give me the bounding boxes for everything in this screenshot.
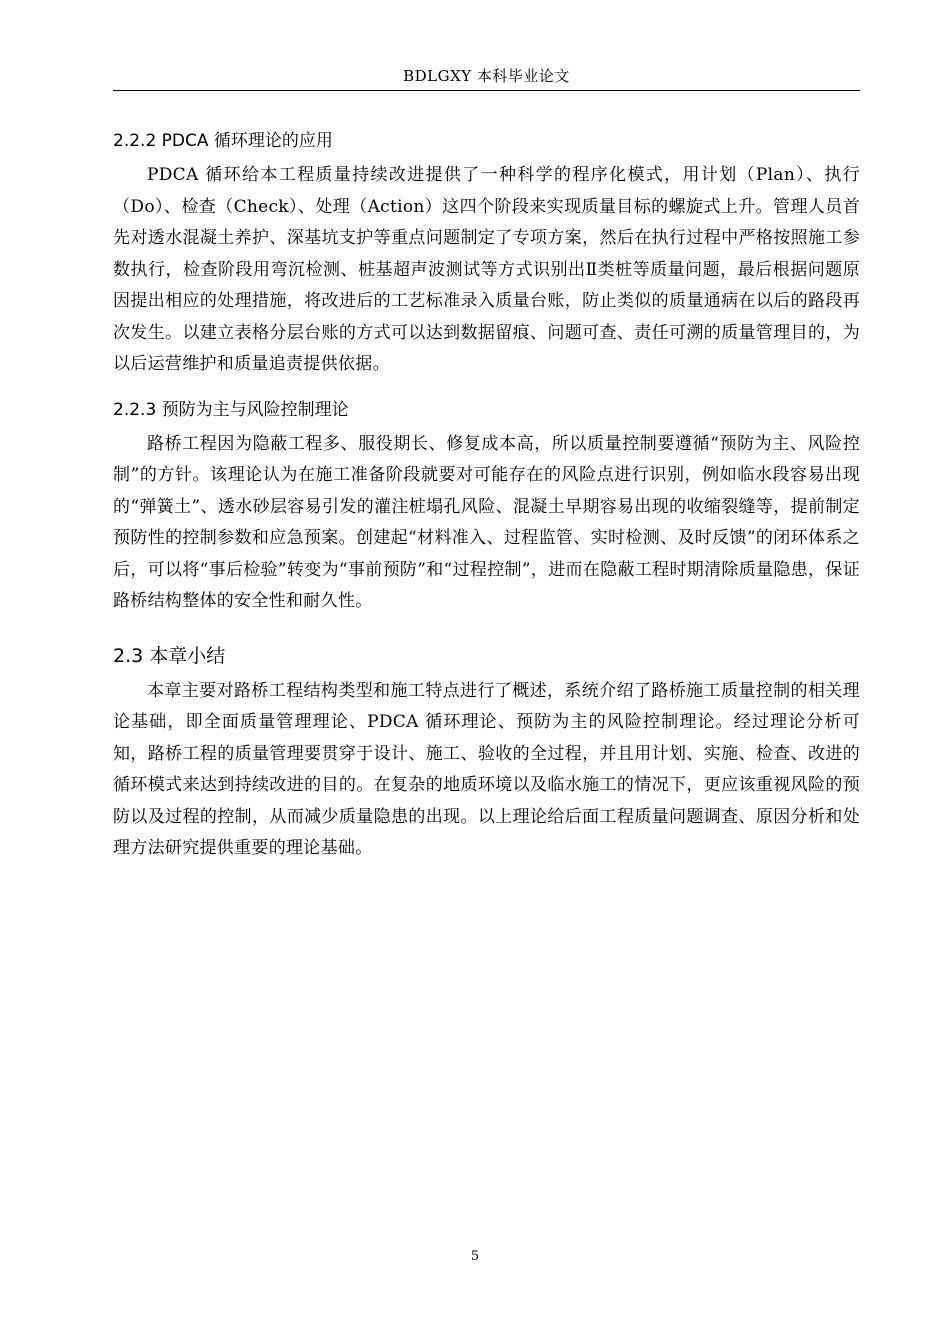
page-number: 5: [470, 1249, 480, 1264]
section-heading-2-2-2: 2.2.2 PDCA 循环理论的应用: [113, 131, 333, 151]
section-paragraph-2-3: 本章主要对路桥工程结构类型和施工特点进行了概述，系统介绍了路桥施工质量控制的相关理论基础，即全面质量管理理论、PDCA 循环理论、预防为主的风险控制理论。经过理论分析可知，路桥工程的质量管理要贯穿于设计、施工、验收的全过程，并且用计划、实施、检查、改进的循环模式来达到持续改进的目的。在复杂的地质环境以及临水施工的情况下，更应该重视风险的预防以及过程的控制，从而减少质量隐患的出现。以上理论给后面工程质量问题调查、原因分析和处理方法研究提供重要的理论基础。: [113, 680, 860, 858]
page-header: BDLGXY 本科毕业论文: [403, 67, 570, 85]
spacer: [113, 618, 860, 642]
page-content: [113, 128, 860, 865]
spacer: [113, 381, 860, 397]
section-heading-2-3: 2.3 本章小结: [113, 644, 226, 667]
section-heading-2-2-3: 2.2.3 预防为主与风险控制理论: [113, 399, 349, 420]
header-rule: [113, 90, 860, 91]
section-paragraph-2-2-2: PDCA 循环给本工程质量持续改进提供了一种科学的程序化模式，用计划（Plan）、执行（Do）、检查（Check）、处理（Action）这四个阶段来实现质量目标的螺旋式上升。管理人员首先对透水混凝土养护、深基坑支护等重点问题制定了专项方案，然后在执行过程中严格按照施工参数执行，检查阶段用弯沉检测、桩基超声波测试等方式识别出Ⅱ类桩等质量问题，最后根据问题原因提出相应的处理措施，将改进后的工艺标准录入质量台账，防止类似的质量通病在以后的路段再次发生。以建立表格分层台账的方式可以达到数据留痕、问题可查、责任可溯的质量管理目的，为以后运营维护和质量追责提供依据。: [113, 165, 860, 374]
section-paragraph-2-2-3: 路桥工程因为隐蔽工程多、服役期长、修复成本高，所以质量控制要遵循“预防为主、风险控制”的方针。该理论认为在施工准备阶段就要对可能存在的风险点进行识别，例如临水段容易出现的“弹簧土”、透水砂层容易引发的灌注桩塌孔风险、混凝土早期容易出现的收缩裂缝等，提前制定预防性的控制参数和应急预案。创建起“材料准入、过程监管、实时检测、及时反馈”的闭环体系之后，可以将“事后检验”转变为“事前预防”和“过程控制”，进而在隐蔽工程时期清除质量隐患，保证路桥结构整体的安全性和耐久性。: [113, 433, 860, 611]
